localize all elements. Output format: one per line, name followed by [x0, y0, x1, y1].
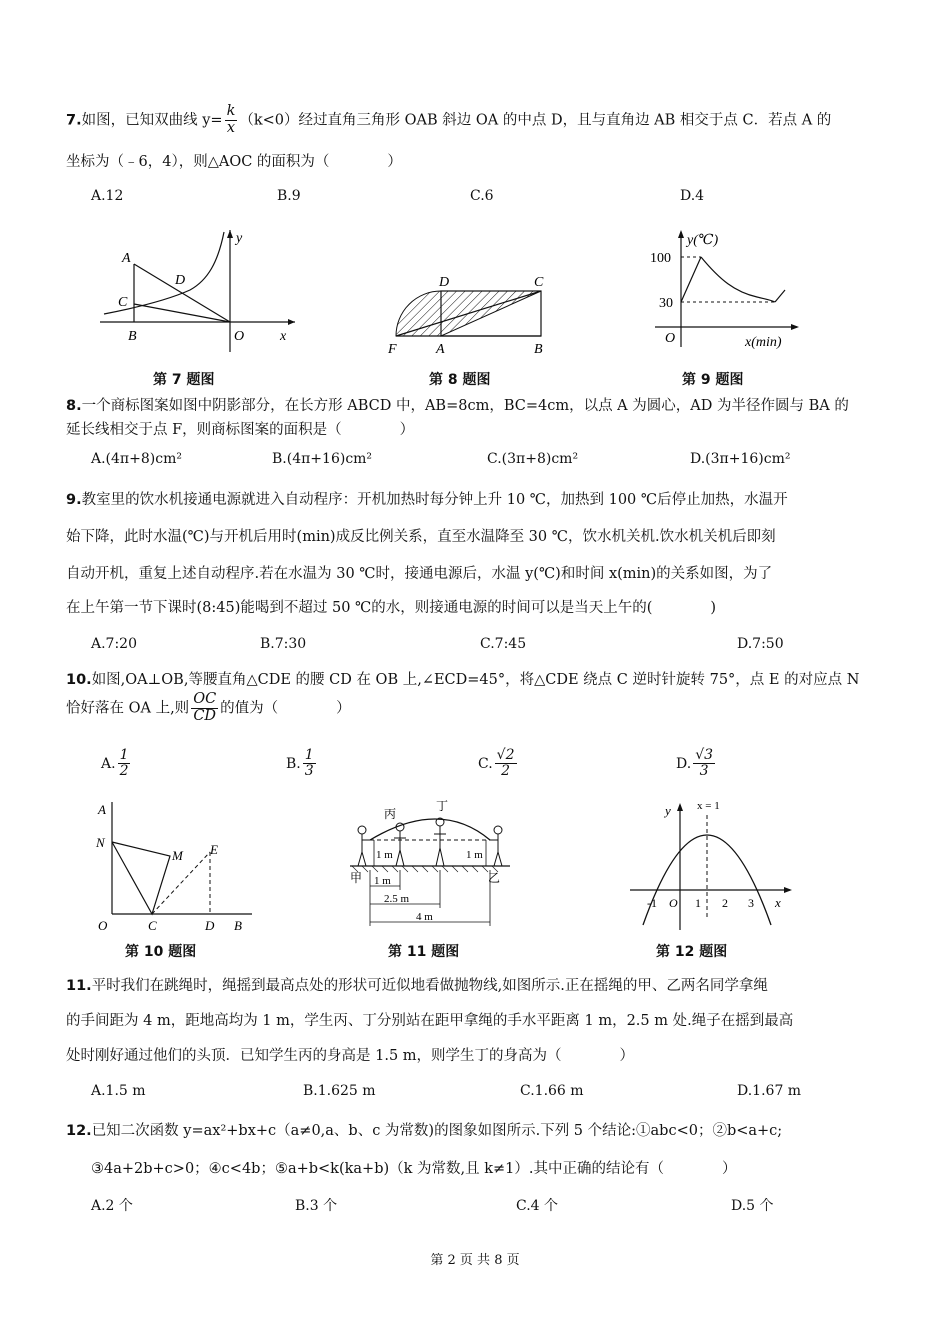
- fig8-label-d: D: [439, 275, 450, 290]
- q9-option-a[interactable]: A.7:20: [91, 636, 137, 652]
- q8-line1: [66, 394, 849, 415]
- fig9-label-o: O: [665, 331, 676, 346]
- fig7-label-a: A: [122, 251, 131, 266]
- q10-option-c-num: √2: [496, 747, 515, 763]
- q11-line3: 处时刚好通过他们的头顶．已知学生丙的身高是 1.5 m，则学生丁的身高为（ ）: [66, 1048, 635, 1064]
- q10-fraction: [191, 692, 218, 725]
- fig10-label-m: M: [172, 848, 183, 863]
- q7-option-d[interactable]: D.4: [680, 188, 705, 204]
- fig11-height-right: 1 m: [466, 849, 483, 861]
- fig7-label-d: D: [175, 273, 186, 288]
- q7-option-b[interactable]: B.9: [277, 188, 301, 204]
- q10-option-c-label: C.: [478, 755, 493, 772]
- q7-option-c[interactable]: C.6: [470, 188, 494, 204]
- fig8-label-b: B: [534, 342, 543, 357]
- q11-option-c[interactable]: C.1.66 m: [520, 1083, 584, 1099]
- figure-11-caption: 第 11 题图: [388, 944, 460, 960]
- q7-frac-den: x: [226, 119, 236, 136]
- q7-line2: 坐标为（﹣6，4），则△AOC 的面积为（ ）: [66, 154, 402, 170]
- figure-10-caption: 第 10 题图: [125, 944, 197, 960]
- fig9-label-x: x(min): [745, 335, 782, 350]
- fig7-label-x: x: [280, 329, 287, 344]
- figure-7: [90, 222, 305, 357]
- q8-line2: 延长线相交于点 F，则商标图案的面积是（ ）: [66, 422, 415, 438]
- figure-12: [625, 795, 795, 935]
- q10-frac-num: OC: [193, 691, 217, 707]
- q9-line1: [66, 488, 788, 509]
- q10-option-a[interactable]: [101, 748, 132, 780]
- q9-line4: 在上午第一节下课时(8:45)能喝到不超过 50 ℃的水，则接通电源的时间可以是当天上午的( ): [66, 600, 717, 616]
- fig10-label-d: D: [205, 918, 215, 933]
- q10-text-2-post: 的值为（ ）: [220, 700, 351, 717]
- q8-number: 8.: [66, 398, 82, 414]
- q10-option-c-frac: [495, 748, 517, 780]
- q12-option-a[interactable]: A.2 个: [91, 1198, 133, 1214]
- q11-option-a[interactable]: A.1.5 m: [91, 1083, 146, 1099]
- figure-7-caption: 第 7 题图: [153, 372, 215, 388]
- figure-8-caption: 第 8 题图: [429, 372, 491, 388]
- q10-option-a-frac: [118, 748, 131, 780]
- q7-text-pre: 如图，已知双曲线 y=: [81, 112, 223, 129]
- fig10-label-c: C: [148, 918, 157, 933]
- q10-line2: [66, 692, 351, 725]
- q10-option-b-frac: [303, 748, 316, 780]
- fig11-dist-3: 4 m: [416, 911, 433, 923]
- q12-number: 12.: [66, 1123, 92, 1139]
- fig11-dist-1: 1 m: [374, 875, 391, 887]
- q12-option-c[interactable]: C.4 个: [516, 1198, 559, 1214]
- q10-option-d-label: D.: [676, 755, 692, 772]
- fig8-label-a: A: [436, 342, 445, 357]
- fig10-label-b: B: [234, 918, 242, 933]
- q10-text-2-pre: 恰好落在 OA 上,则: [66, 700, 190, 717]
- q10-option-b-label: B.: [286, 755, 301, 772]
- q10-option-d-frac: [693, 748, 715, 780]
- q12-line1: [66, 1119, 782, 1140]
- q10-text-1: 如图,OA⊥OB,等腰直角△CDE 的腰 CD 在 OB 上,∠ECD=45°，将△CDE 绕点 C 逆时针旋转 75°，点 E 的对应点 N: [91, 672, 860, 688]
- fig12-tick-neg1: -1: [647, 896, 657, 910]
- fig8-label-f: F: [388, 342, 397, 357]
- q12-text-1: 已知二次函数 y=ax²+bx+c（a≠0,a、b、c 为常数)的图象如图所示.下列 5 个结论:①abc<0；②b<a+c;: [91, 1123, 783, 1139]
- q9-text-1: 教室里的饮水机接通电源就进入自动程序：开机加热时每分钟上升 10 ℃，加热到 100 ℃后停止加热，水温开: [81, 492, 788, 508]
- figure-12-caption: 第 12 题图: [656, 944, 728, 960]
- figure-10: [92, 792, 262, 937]
- q11-line1: [66, 974, 768, 995]
- q9-number: 9.: [66, 492, 82, 508]
- q9-option-c[interactable]: C.7:45: [480, 636, 527, 652]
- fig10-label-o: O: [98, 918, 108, 933]
- q10-number: 10.: [66, 672, 92, 688]
- q9-option-d[interactable]: D.7:50: [737, 636, 784, 652]
- q8-text-1: 一个商标图案如图中阴影部分，在长方形 ABCD 中，AB=8cm，BC=4cm，以点 A 为圆心，AD 为半径作圆与 BA 的: [81, 398, 849, 414]
- figure-9-caption: 第 9 题图: [682, 372, 744, 388]
- fig11-label-bing: 丙: [384, 807, 397, 821]
- q8-option-d[interactable]: D.(3π+16)cm²: [690, 451, 791, 467]
- fig7-label-c: C: [118, 295, 128, 310]
- q10-option-d[interactable]: [676, 748, 717, 780]
- q9-line3: 自动开机，重复上述自动程序.若在水温为 30 ℃时，接通电源后，水温 y(℃)和时间 x(min)的关系如图，为了: [66, 566, 773, 582]
- q7-number: 7.: [66, 112, 82, 129]
- fig12-tick-2: 2: [722, 896, 728, 910]
- fig12-tick-1: 1: [695, 896, 701, 910]
- fig9-label-y: y(℃): [687, 233, 719, 248]
- q10-line1: [66, 668, 859, 689]
- q7-text-post: （k<0）经过直角三角形 OAB 斜边 OA 的中点 D，且与直角边 AB 相交于点 C．若点 A 的: [239, 112, 832, 129]
- q10-option-d-num: √3: [695, 747, 714, 763]
- fig10-label-a: A: [98, 802, 106, 817]
- figure-11: [350, 800, 510, 935]
- q7-option-a[interactable]: A.12: [91, 188, 124, 204]
- fig11-height-left: 1 m: [376, 849, 393, 861]
- fig9-tick-100: 100: [650, 251, 671, 266]
- q8-option-a[interactable]: A.(4π+8)cm²: [91, 451, 182, 467]
- q11-option-b[interactable]: B.1.625 m: [303, 1083, 376, 1099]
- fig12-label-x: x: [775, 895, 781, 910]
- q10-frac-den: CD: [193, 707, 217, 724]
- q10-option-a-num: 1: [119, 747, 129, 763]
- q9-line2: 始下降，此时水温(℃)与开机后用时(min)成反比例关系，直至水温降至 30 ℃，饮水机关机.饮水机关机后即刻: [66, 529, 776, 545]
- figure-9: [645, 222, 805, 354]
- q10-option-a-den: 2: [119, 763, 129, 780]
- q7-line1: [66, 104, 831, 137]
- fig7-label-o: O: [234, 329, 245, 344]
- q10-option-b[interactable]: [286, 748, 318, 780]
- q8-option-b[interactable]: B.(4π+16)cm²: [272, 451, 373, 467]
- q10-option-c[interactable]: [478, 748, 519, 780]
- fig12-axis-label: x = 1: [697, 800, 720, 812]
- q11-option-d[interactable]: D.1.67 m: [737, 1083, 802, 1099]
- q10-option-b-den: 3: [304, 763, 314, 780]
- q7-fraction: [225, 104, 238, 137]
- fig9-tick-30: 30: [659, 296, 673, 311]
- fig10-label-e: E: [210, 842, 218, 857]
- fig12-label-o: O: [669, 896, 678, 910]
- fig11-dist-2: 2.5 m: [384, 893, 410, 905]
- q10-option-b-num: 1: [304, 747, 314, 763]
- fig10-label-n: N: [96, 835, 105, 850]
- fig11-label-jia: 甲: [350, 871, 363, 885]
- q11-line2: 的手间距为 4 m，距地高均为 1 m，学生丙、丁分别站在距甲拿绳的手水平距离 1 m，2.5 m 处.绳子在摇到最高: [66, 1013, 794, 1029]
- q12-line2: ③4a+2b+c>0；④c<4b；⑤a+b<k(ka+b)（k 为常数,且 k≠1）.其中正确的结论有（ ）: [91, 1161, 737, 1177]
- q12-option-b[interactable]: B.3 个: [295, 1198, 338, 1214]
- q11-text-1: 平时我们在跳绳时，绳摇到最高点处的形状可近似地看做抛物线,如图所示.正在摇绳的甲、乙两名同学拿绳: [91, 978, 768, 994]
- fig12-label-y: y: [665, 803, 671, 818]
- q12-option-d[interactable]: D.5 个: [731, 1198, 774, 1214]
- q8-option-c[interactable]: C.(3π+8)cm²: [487, 451, 579, 467]
- page-footer: 第 2 页 共 8 页: [430, 1253, 520, 1268]
- fig8-label-c: C: [534, 275, 544, 290]
- fig7-label-y: y: [236, 231, 243, 246]
- fig7-label-b: B: [128, 329, 137, 344]
- q11-number: 11.: [66, 978, 92, 994]
- q10-option-a-label: A.: [101, 755, 116, 772]
- q9-option-b[interactable]: B.7:30: [260, 636, 307, 652]
- q10-option-d-den: 3: [699, 763, 709, 780]
- fig11-label-yi: 乙: [488, 871, 501, 885]
- fig11-label-ding: 丁: [436, 800, 449, 813]
- fig12-tick-3: 3: [748, 896, 754, 910]
- figure-8: [384, 270, 554, 358]
- q7-frac-num: k: [226, 103, 236, 119]
- q10-option-c-den: 2: [501, 763, 511, 780]
